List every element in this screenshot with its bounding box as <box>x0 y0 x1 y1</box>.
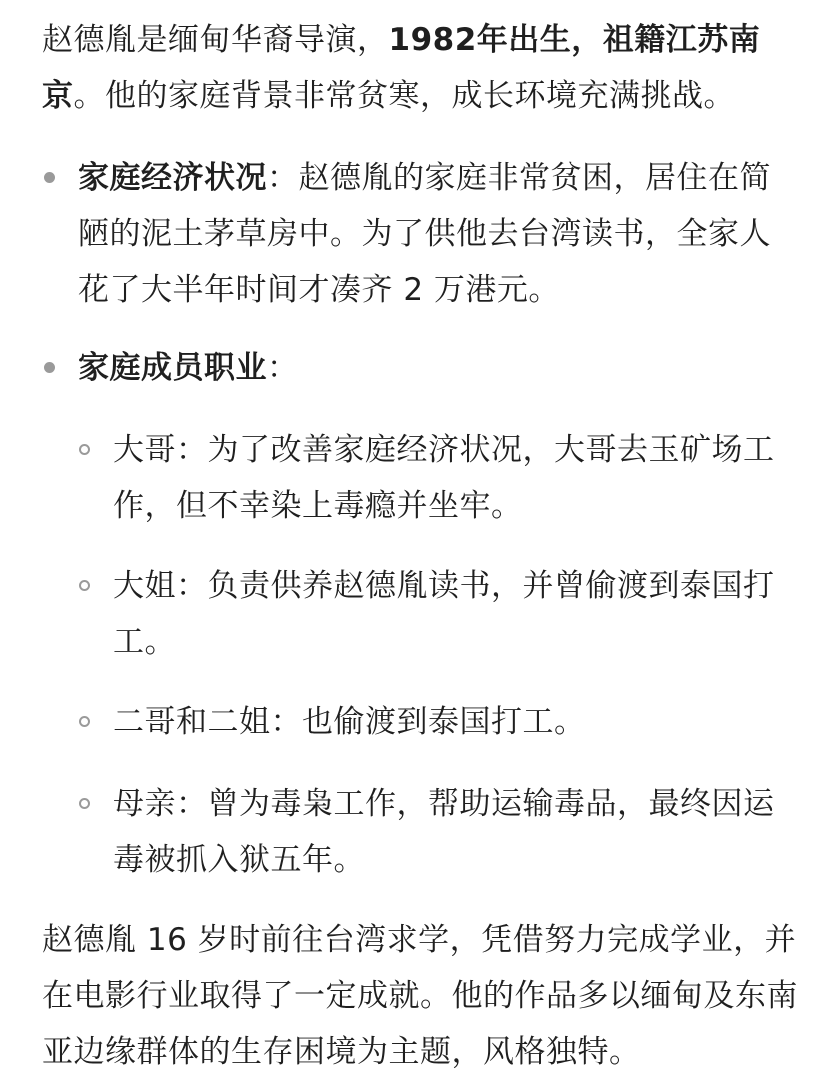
sub-list-item-second-siblings <box>113 694 803 750</box>
sub-list-item-mother <box>113 776 803 888</box>
list-item-economic <box>78 150 790 318</box>
bullet-disc-icon <box>44 362 55 373</box>
bullet-circle-icon <box>79 716 90 727</box>
bullet-circle-icon <box>79 444 90 455</box>
intro-paragraph <box>42 12 802 124</box>
member-text: ：为了改善家庭经济状况，大哥去玉矿场工作，但不幸染上毒瘾并坐牢。 <box>113 432 775 524</box>
members-colon: ： <box>267 350 299 386</box>
intro-bold-text: 1982年出生，祖籍江苏南京 <box>42 22 761 114</box>
member-text: ：负责供养赵德胤读书，并曾偷渡到泰国打工。 <box>113 568 775 660</box>
sub-list-item-eldest-sister <box>113 558 803 670</box>
intro-text-start: 赵德胤是缅甸华裔导演， <box>42 22 389 58</box>
member-name: 二哥和二姐 <box>113 704 271 740</box>
economic-label: 家庭经济状况 <box>78 160 267 196</box>
sub-list-item-eldest-brother <box>113 422 803 534</box>
members-label: 家庭成员职业 <box>78 350 267 386</box>
economic-text: ：赵德胤的家庭非常贫困，居住在简陋的泥土茅草房中。为了供他去台湾读书，全家人花了大半年时间才凑齐 2 万港元。 <box>78 160 771 308</box>
intro-text-end: 。他的家庭背景非常贫寒，成长环境充满挑战。 <box>73 78 735 114</box>
member-name: 大姐 <box>113 568 176 604</box>
bullet-disc-icon <box>44 172 55 183</box>
bullet-circle-icon <box>79 580 90 591</box>
member-text: ：也偷渡到泰国打工。 <box>270 704 586 740</box>
member-name: 大哥 <box>113 432 176 468</box>
member-text: ：曾为毒枭工作，帮助运输毒品，最终因运毒被抓入狱五年。 <box>113 786 775 878</box>
member-name: 母亲 <box>113 786 176 822</box>
list-item-members <box>78 340 790 396</box>
bullet-circle-icon <box>79 798 90 809</box>
outro-paragraph: 赵德胤 16 岁时前往台湾求学，凭借努力完成学业，并在电影行业取得了一定成就。他的作品多以缅甸及东南亚边缘群体的生存困境为主题，风格独特。 <box>42 922 798 1070</box>
